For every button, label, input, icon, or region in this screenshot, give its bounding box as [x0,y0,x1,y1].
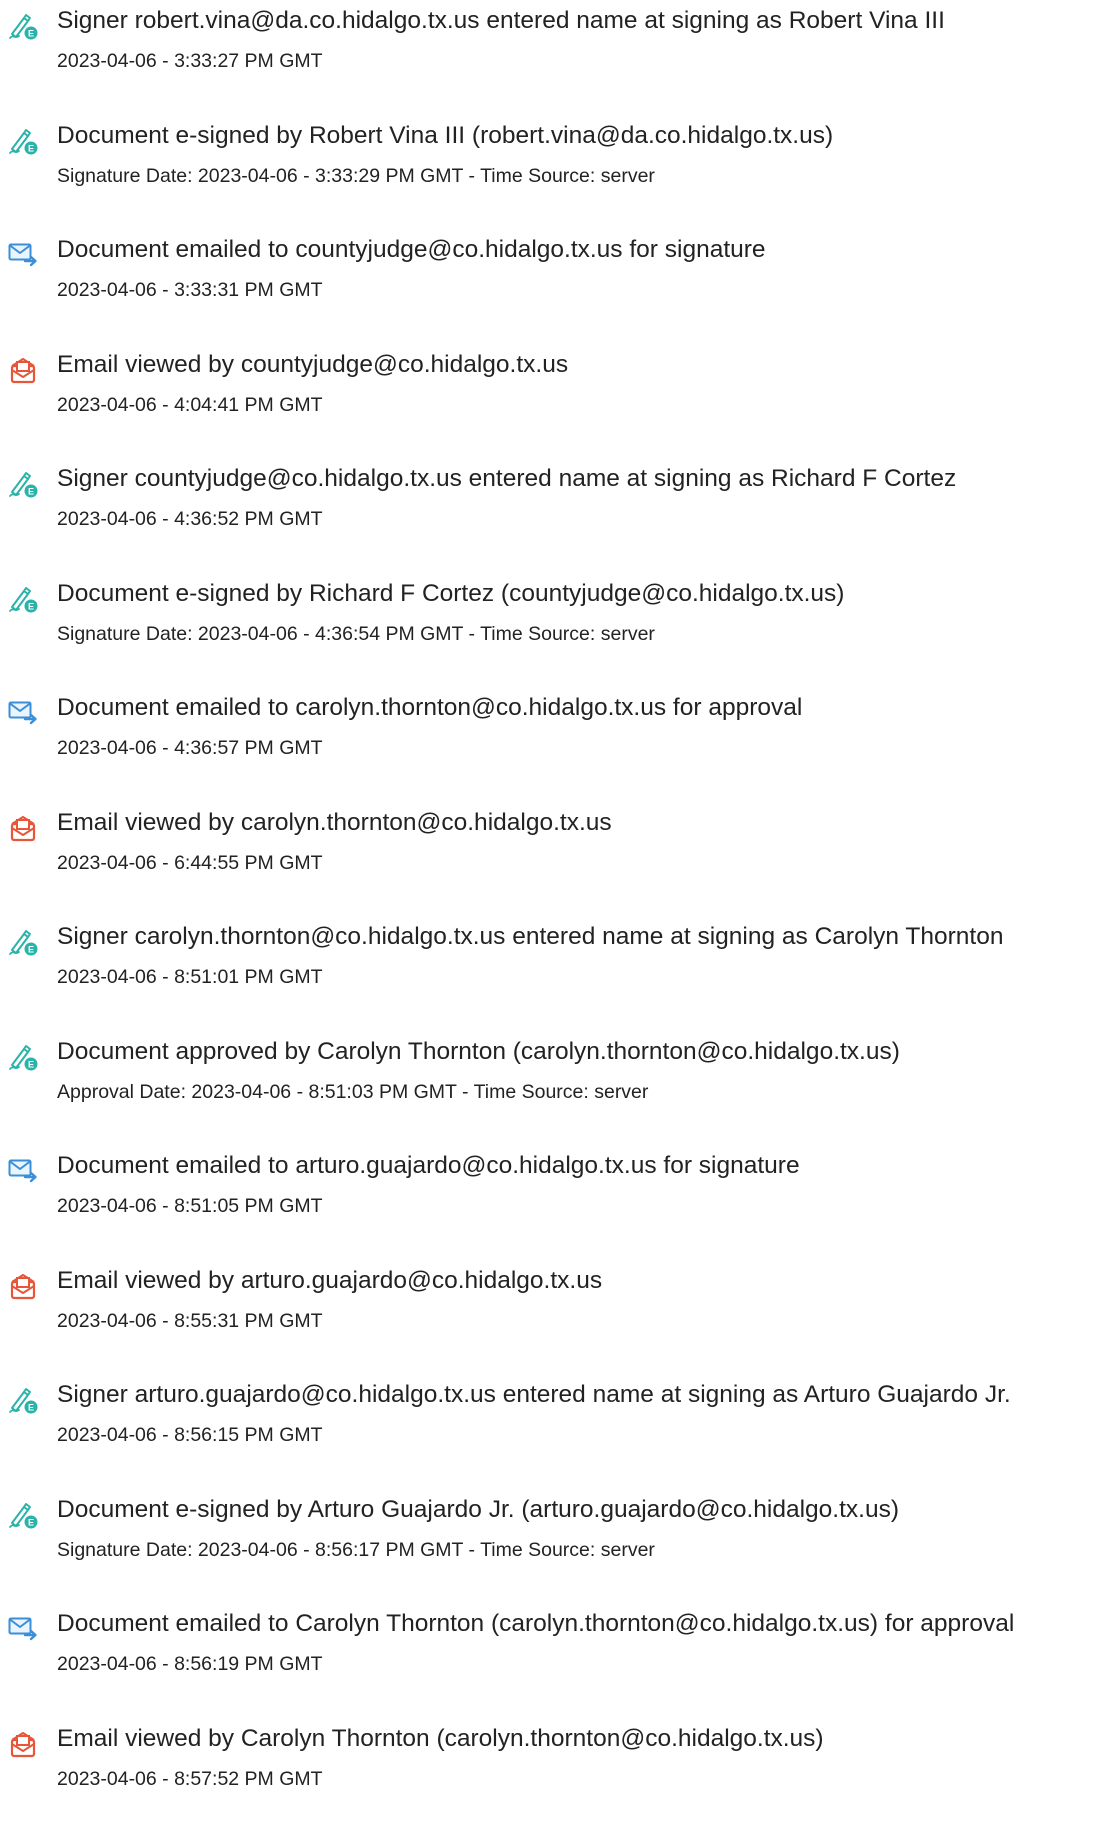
svg-text:E: E [27,28,35,39]
event-timestamp: 2023-04-06 - 8:51:05 PM GMT [57,1195,323,1217]
event-title: Signer arturo.guajardo@co.hidalgo.tx.us entered name at signing as Arturo Guajardo Jr. [57,1381,1011,1408]
audit-event-row [0,1495,1100,1595]
event-timestamp: Signature Date: 2023-04-06 - 3:33:29 PM GMT - Time Source: server [57,164,655,187]
audit-event-row [0,1037,1100,1137]
event-timestamp: 2023-04-06 - 4:04:41 PM GMT [57,393,323,416]
audit-event-row [0,235,1100,335]
event-title: Document emailed to countyjudge@co.hidalgo.tx.us for signature [57,236,766,263]
audit-event-row [0,579,1100,679]
email-viewed-icon [8,1730,38,1758]
svg-text:E: E [27,1059,35,1069]
audit-event-row [0,350,1100,450]
svg-text:E: E [27,486,35,497]
audit-event-row [0,808,1100,908]
event-timestamp: Approval Date: 2023-04-06 - 8:51:03 PM GMT - Time Source: server [57,1080,649,1103]
event-timestamp: 2023-04-06 - 8:57:52 PM GMT [57,1767,323,1790]
e-sign-icon [8,127,38,155]
svg-text:E: E [27,944,35,955]
event-title: Document emailed to carolyn.thornton@co.hidalgo.tx.us for approval [57,694,803,721]
event-title: Document emailed to arturo.guajardo@co.hidalgo.tx.us for signature [57,1152,800,1179]
event-title: Signer carolyn.thornton@co.hidalgo.tx.us entered name at signing as Carolyn Thornton [57,923,1004,950]
audit-event-row [0,1266,1100,1366]
event-timestamp: Signature Date: 2023-04-06 - 8:56:17 PM GMT - Time Source: server [57,1538,655,1561]
event-title: Signer countyjudge@co.hidalgo.tx.us entered name at signing as Richard F Cortez [57,465,957,492]
event-title: Email viewed by countyjudge@co.hidalgo.tx.us [57,350,569,378]
e-sign-icon [8,1501,38,1529]
email-sent-icon [8,1615,38,1643]
event-title: Signer robert.vina@da.co.hidalgo.tx.us entered name at signing as Robert Vina III [57,7,945,34]
event-title: Document e-signed by Arturo Guajardo Jr. (arturo.guajardo@co.hidalgo.tx.us) [57,1495,899,1523]
svg-text:E: E [27,1402,35,1413]
event-title: Document e-signed by Richard F Cortez (countyjudge@co.hidalgo.tx.us) [57,579,845,607]
audit-event-row [0,6,1100,106]
e-sign-icon [8,12,38,40]
svg-text:E: E [27,1517,35,1527]
email-sent-icon [8,241,38,269]
event-title: Document e-signed by Robert Vina III (robert.vina@da.co.hidalgo.tx.us) [57,121,834,149]
audit-event-row [0,1724,1100,1824]
email-viewed-icon [8,814,38,842]
e-sign-icon [8,1043,38,1071]
event-timestamp: 2023-04-06 - 3:33:31 PM GMT [57,279,323,301]
event-timestamp: 2023-04-06 - 6:44:55 PM GMT [57,851,323,874]
email-viewed-icon [8,1272,38,1300]
svg-text:E: E [27,601,35,611]
event-timestamp: 2023-04-06 - 3:33:27 PM GMT [57,50,323,72]
e-sign-icon [8,470,38,498]
event-title: Document approved by Carolyn Thornton (carolyn.thornton@co.hidalgo.tx.us) [57,1037,900,1065]
event-timestamp: 2023-04-06 - 8:55:31 PM GMT [57,1309,323,1332]
audit-event-row [0,464,1100,564]
audit-event-row [0,1380,1100,1480]
audit-event-row [0,1609,1100,1709]
audit-event-row [0,693,1100,793]
event-timestamp: 2023-04-06 - 8:51:01 PM GMT [57,966,323,988]
audit-event-row [0,922,1100,1022]
event-title: Email viewed by carolyn.thornton@co.hidalgo.tx.us [57,808,612,836]
email-sent-icon [8,1157,38,1185]
event-title: Document emailed to Carolyn Thornton (carolyn.thornton@co.hidalgo.tx.us) for approval [57,1610,1015,1637]
e-sign-icon [8,585,38,613]
email-sent-icon [8,699,38,727]
event-timestamp: 2023-04-06 - 8:56:19 PM GMT [57,1653,323,1675]
audit-event-row [0,1151,1100,1251]
event-timestamp: 2023-04-06 - 4:36:57 PM GMT [57,737,323,759]
audit-event-row [0,121,1100,221]
svg-text:E: E [27,143,35,153]
event-title: Email viewed by arturo.guajardo@co.hidalgo.tx.us [57,1266,603,1294]
event-timestamp: 2023-04-06 - 8:56:15 PM GMT [57,1424,323,1446]
event-timestamp: Signature Date: 2023-04-06 - 4:36:54 PM GMT - Time Source: server [57,622,655,645]
e-sign-icon [8,928,38,956]
email-viewed-icon [8,356,38,384]
event-title: Email viewed by Carolyn Thornton (carolyn.thornton@co.hidalgo.tx.us) [57,1724,824,1752]
e-sign-icon [8,1386,38,1414]
event-timestamp: 2023-04-06 - 4:36:52 PM GMT [57,508,323,530]
